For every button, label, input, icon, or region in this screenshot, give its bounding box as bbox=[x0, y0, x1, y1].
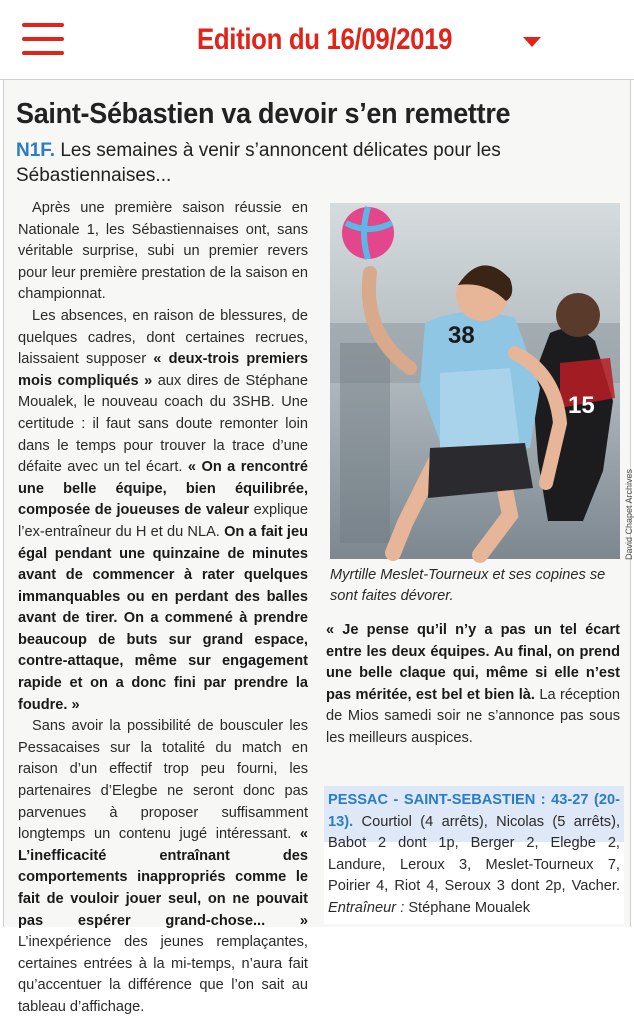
article-column-left bbox=[18, 198, 308, 1019]
jersey-number-2: 15 bbox=[568, 392, 595, 419]
match-result-text bbox=[328, 790, 620, 920]
p2-text-a: Les absences, en raison de blessures, de quelques cadres, dont certaines recrues, laissaient supposer bbox=[18, 307, 308, 368]
result-score: PESSAC - SAINT-SEBASTIEN : 43-27 (20-13). bbox=[328, 792, 620, 830]
article-column-right bbox=[326, 620, 620, 750]
p2-quote-d: « On a rencontré une belle équipe, bien équilibrée, composée de joueuses de valeur bbox=[18, 459, 309, 519]
paragraph-3-continued bbox=[326, 620, 620, 750]
paragraph-2 bbox=[18, 306, 308, 716]
p3-quote-b: « L’inefficacité entraînant des comportements inappropriés comme le fait de vouloir jouer seul, on ne pouvait pas espérer grand-chose... » bbox=[18, 826, 308, 929]
edition-label[interactable]: Edition du 16/09/2019 bbox=[197, 23, 453, 56]
handball-player-photo bbox=[330, 203, 620, 559]
photo-caption: Myrtille Meslet-Tourneux et ses copines se sont faites dévorer. bbox=[330, 567, 606, 604]
result-coach-label: Entraîneur : bbox=[328, 899, 405, 916]
article bbox=[3, 80, 634, 1015]
jersey-number-1: 38 bbox=[448, 322, 475, 349]
p3-text-a: Sans avoir la possibilité de bousculer les Pessacaises sur la totalité du match en raison d’un effectif trop peu fourni, les partenaires d’Elegbe ne seront donc pas parvenues à proposer suffisamment longtemps un contenu jugé intéressant. bbox=[18, 718, 308, 843]
article-photo bbox=[330, 203, 620, 559]
p2-quote-f: On a fait jeu égal pendant une quinzaine de minutes avant de commencer à rater quelques immanquables ou en perdant des balles avant de tirer. On a commené à prendre beaucoup de buts sur grand espace, contre-attaque, même sur engagement rapide et on a donc fini par prendre la foudre. » bbox=[18, 523, 308, 713]
result-coach-name: Stéphane Moualek bbox=[404, 899, 531, 916]
p2-text-c: aux dires de Stéphane Moualek, le nouveau coach du 3SHB. Une certitude : il faut sans doute remonter loin dans le temps pour trouver la trace d’une défaite avec un tel écart. bbox=[18, 372, 308, 476]
edition-selector[interactable] bbox=[197, 18, 494, 62]
result-lineup: Courtiol (4 arrêts), Nicolas (5 arrêts), Babot 2 dont 1p, Berger 2, Elegbe 2, Landure, Leroux 3, Meslet-Tourneux 7, Poirier 4, Riot 4, Seroux 3 dont 2p, Vacher. bbox=[328, 813, 620, 895]
p3-text-e: La réception de Mios samedi soir ne s’annonce pas sous les meilleurs auspices. bbox=[326, 686, 620, 746]
top-bar bbox=[0, 0, 634, 80]
lead-text: Les semaines à venir s’annoncent délicates pour les Sébastiennaises... bbox=[16, 140, 501, 186]
paragraph-1: Après une première saison réussie en Nationale 1, les Sébastiennaises ont, sans véritable surprise, subi un premier revers pour leur première prestation de la saison en championnat. bbox=[18, 200, 308, 303]
p3-quote-d: « Je pense qu’il n’y a pas un tel écart entre les deux équipes. Au final, on prend une belle claque qui, même si elle n’est pas méritée, est bel et bien là. bbox=[326, 622, 620, 703]
p2-quote-b: « deux-trois premiers mois compliqués » bbox=[18, 351, 308, 389]
lead-kicker: N1F. bbox=[16, 140, 56, 161]
hamburger-menu-icon[interactable] bbox=[22, 23, 64, 55]
p2-text-e: explique l’ex-entraîneur du H et du NLA. bbox=[18, 502, 309, 540]
caret-down-icon[interactable] bbox=[523, 37, 541, 47]
article-title: Saint-Sébastien va devoir s’en remettre bbox=[16, 98, 511, 130]
photo-credit: David Chapet Archives bbox=[624, 468, 634, 560]
match-result-box bbox=[324, 786, 624, 924]
paragraph-3 bbox=[18, 716, 308, 1018]
p3-text-c: L’inexpérience des jeunes remplaçantes, certaines entrées à la mi-temps, n’aura fait qu’accentuer la différence que l’on sait au tableau d’affichage. bbox=[18, 934, 308, 1015]
article-lead bbox=[16, 138, 616, 188]
